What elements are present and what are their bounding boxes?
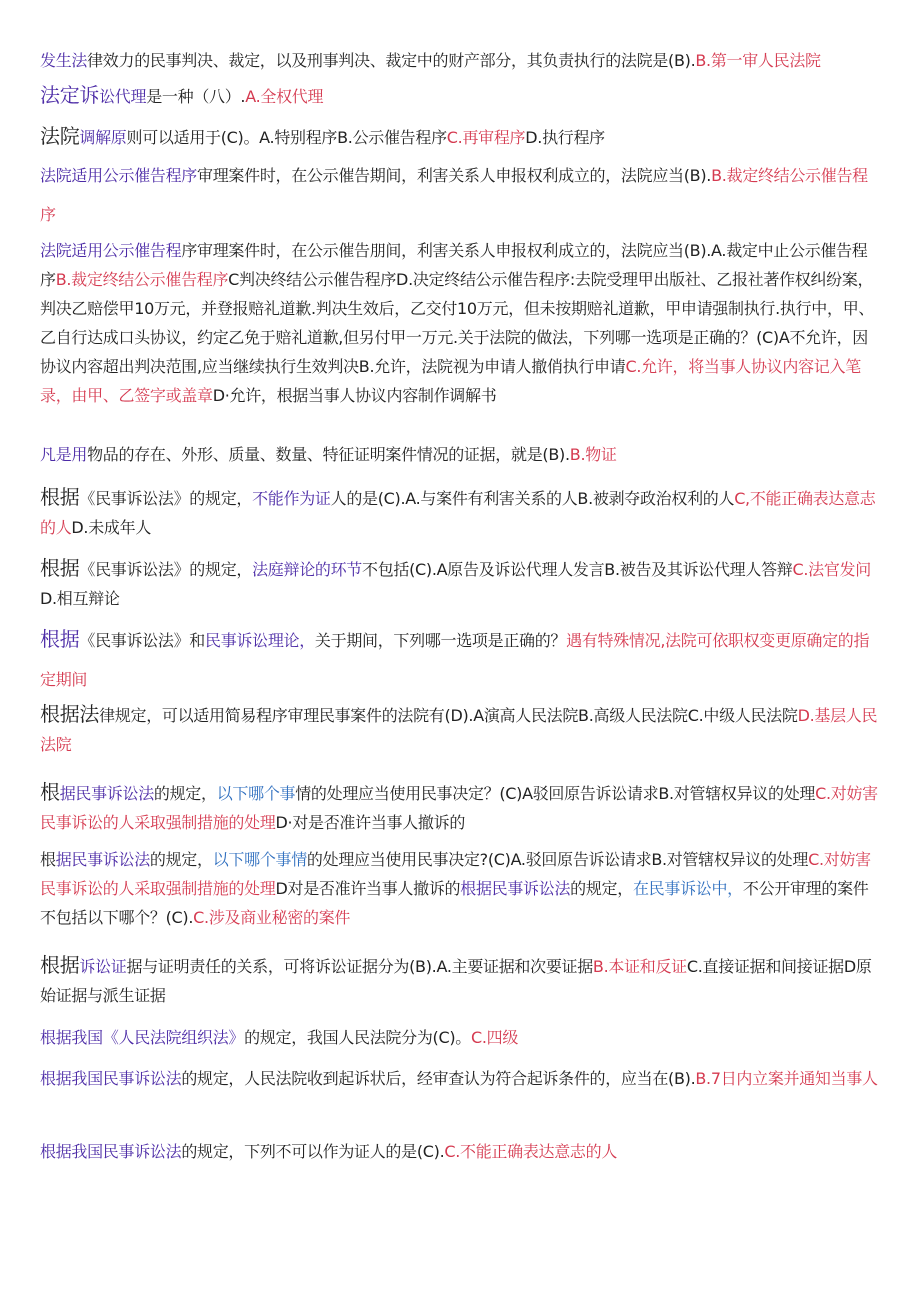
text-segment: 则可以适用于(C)。A.特别程序B.公示催告程序 (126, 128, 447, 147)
text-segment: 调解原 (79, 128, 127, 147)
text-segment: 发生法 (40, 51, 88, 70)
text-segment: 审理案件时，在公示催告期间，利害关系人申报权利成立的，法院应当(B). (197, 166, 712, 185)
text-segment: 《人民法院组织法》 (102, 1028, 245, 1047)
text-segment: 凡是用 (40, 445, 88, 464)
text-segment: 情的处理应当使用民事决定？(C)A驳回原告诉讼请求B.对管辖权异议的处理 (295, 784, 816, 803)
text-segment: 据民事诉讼法 (59, 784, 154, 803)
text-segment: 根据我国 (40, 1028, 103, 1047)
text-segment: C.四级 (470, 1028, 519, 1047)
text-segment: 的规定， (153, 784, 217, 803)
text-segment: 的处理应当使用民事决定?(C)A.驳回原告诉讼请求B.对管辖权异议的处理 (306, 850, 809, 869)
text-segment: 法院 (40, 124, 80, 148)
text-segment: D.基层人民法院 (40, 706, 878, 754)
text-segment: C判决终结公示催告程序D.决定终结公示催告程序:去院受理甲出版社、乙报社著作权纠纷案，判决乙赔偿甲10万元，并登报赔礼道歉.判决生效后，乙交付10万元，但未按期赔礼道歉，甲申请强制执行.执行中，甲、乙自行达成口头协议，约定乙免于赔礼道歉,但另付甲一万元.关于法院的做法，下列哪一选项是正确的？(C)A不允许，因协议内容超出判决范围,应当继续执行生效判决B.允许，法院视为申请人撤俏执行申请 (40, 270, 875, 376)
text-segment: 民事诉讼理论， (205, 631, 315, 650)
paragraph-16 (40, 1137, 882, 1166)
text-segment: 人的是(C).A.与案件有利害关系的人B.被剥夺政治权利的人 (330, 489, 735, 508)
text-segment: 根据 (40, 627, 80, 651)
text-segment: 关于期间，下列哪一选项是正确的？ (314, 631, 567, 650)
text-segment: 根据我国民事诉讼法 (40, 1069, 182, 1088)
text-segment: 《民事诉讼法》的规定， (79, 489, 253, 508)
text-segment: 《民事诉讼法》和 (79, 631, 206, 650)
text-segment: 据民事诉讼法 (55, 850, 150, 869)
text-segment: 序审理案件时，在公示催告朋间，利害关系人申报权利成立的，法院应当(B).A.裁定中止公示催告程序 (40, 241, 868, 289)
paragraph-4 (40, 156, 882, 234)
text-segment: C.法官发问 (792, 560, 871, 579)
text-segment: 根据 (40, 953, 80, 977)
text-segment: 根 (40, 780, 60, 804)
text-segment: 法定诉 (40, 83, 100, 107)
text-segment: 不公开审理的案件不包括以下哪个？(C). (40, 879, 869, 927)
text-segment: D·对是否准许当事人撤诉的 (275, 813, 466, 832)
text-segment: D.相互辩论 (40, 589, 120, 608)
text-segment: 不能作为证 (252, 489, 331, 508)
text-segment: B.物证 (569, 445, 617, 464)
paragraph-5 (40, 236, 882, 410)
text-segment: 律效力的民事判决、裁定，以及刑事判决、裁定中的财产部分，其负责执行的法院是(B). (87, 51, 696, 70)
paragraph-11 (40, 778, 882, 837)
text-segment: C.再审程序 (446, 128, 526, 147)
text-segment: B.本证和反证 (592, 957, 687, 976)
text-segment: 《民事诉讼法》的规定， (79, 560, 253, 579)
text-segment: 根据 (40, 485, 80, 509)
text-segment: C.直接证据和间接证据D原始证据与派生证据 (40, 957, 872, 1005)
text-segment: D·允许，根据当事人协议内容制作调解书 (212, 386, 497, 405)
text-segment: B.7日内立案并通知当事人 (695, 1069, 878, 1088)
paragraph-2 (40, 81, 882, 111)
text-segment: 法庭辩论的环节 (252, 560, 363, 579)
text-segment: 以下哪个事情 (212, 850, 307, 869)
text-segment: 法院适用公示催告程序 (40, 166, 198, 185)
text-segment: 遇有特殊情况,法院可依职权变更原确定的指定期间 (40, 631, 870, 689)
text-segment: 律规定，可以适用简易程序审理民事案件的法院有(D).A演高人民法院B.高级人民法院C.中级人民法院 (99, 706, 798, 725)
text-segment: 根据法 (40, 702, 100, 726)
paragraph-6 (40, 440, 882, 469)
text-segment: 根 (40, 850, 56, 869)
paragraph-9 (40, 620, 882, 699)
text-segment: D.执行程序 (525, 128, 605, 147)
text-segment: 以下哪个事 (216, 784, 296, 803)
paragraph-15 (40, 1059, 882, 1098)
text-segment: C.对妨害民事诉讼的人采取强制措施的处理 (40, 784, 878, 832)
text-segment: B.第一审人民法院 (695, 51, 821, 70)
text-segment: D.未成年人 (71, 518, 152, 537)
text-segment: 物品的存在、外形、质量、数量、特征证明案件情况的证据，就是(B). (87, 445, 570, 464)
paragraph-12 (40, 845, 882, 932)
paragraph-10 (40, 700, 882, 759)
text-segment: 不包括(C).A原告及诉讼代理人发言B.被告及其诉讼代理人答辩 (362, 560, 793, 579)
paragraph-1 (40, 46, 882, 75)
text-segment: 根据 (40, 556, 80, 580)
text-segment: C.对妨害民事诉讼的人采取强制措施的处理 (40, 850, 871, 898)
text-segment: C.涉及商业秘密的案件 (193, 908, 351, 927)
text-segment: 是一种（八）. (146, 87, 246, 106)
text-segment: 讼代理 (99, 87, 147, 106)
text-segment: 的规定，我国人民法院分为(C)。 (244, 1028, 471, 1047)
text-segment: C.允许，将当事人协议内容记入笔录，由甲、乙签字或盖章 (40, 357, 861, 405)
text-segment: A.全权代理 (245, 87, 324, 106)
text-segment: 诉讼证 (79, 957, 127, 976)
text-segment: 法院适用公示催告程 (40, 241, 182, 260)
text-segment: D对是否准许当事人撤诉的 (275, 879, 461, 898)
text-segment: 的规定， (149, 850, 213, 869)
text-segment: 的规定，人民法院收到起诉状后，经审查认为符合起诉条件的，应当在(B). (181, 1069, 696, 1088)
paragraph-7 (40, 483, 882, 542)
text-segment: 在民事诉讼中， (632, 879, 743, 898)
text-segment: 据与证明责任的关系，可将诉讼证据分为(B).A.主要证据和次要证据 (126, 957, 593, 976)
paragraph-3 (40, 122, 882, 152)
text-segment: 根据我国民事诉讼法 (40, 1142, 182, 1161)
text-segment: B.裁定终结公示催告程序 (55, 270, 229, 289)
paragraph-14 (40, 1023, 882, 1052)
text-segment: 的规定，下列不可以作为证人的是(C). (181, 1142, 445, 1161)
paragraph-13 (40, 951, 882, 1010)
text-segment: 根据民事诉讼法 (460, 879, 571, 898)
text-segment: 的规定， (570, 879, 633, 898)
text-segment: B.裁定终结公示催告程序 (40, 166, 868, 224)
text-segment: C.不能正确表达意志的人 (444, 1142, 618, 1161)
paragraph-8 (40, 554, 882, 613)
text-segment: C,不能正确表达意志的人 (40, 489, 876, 537)
